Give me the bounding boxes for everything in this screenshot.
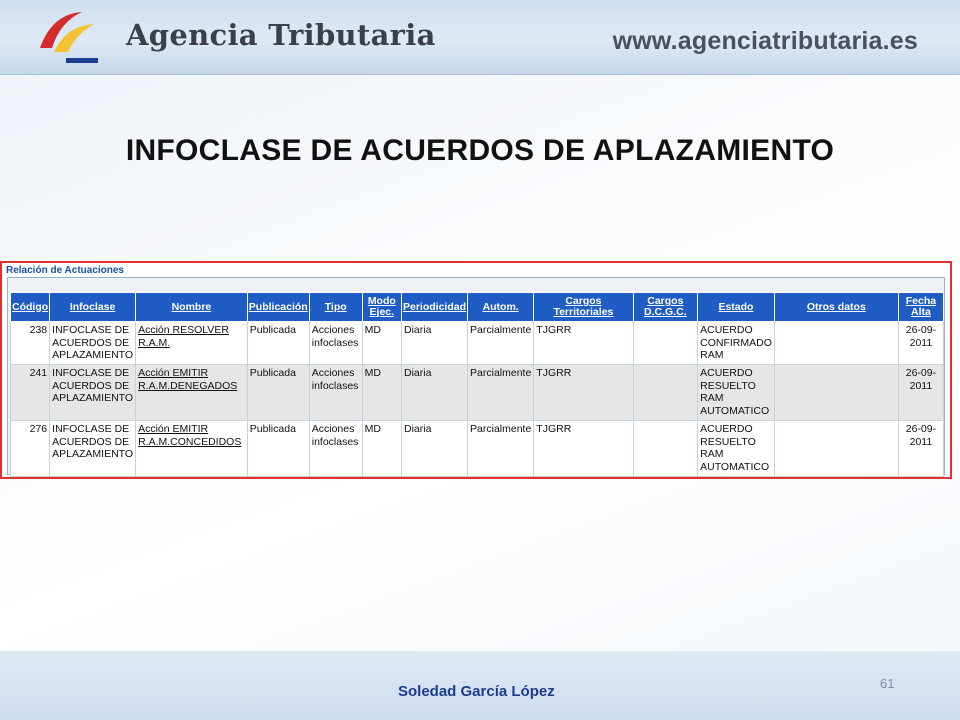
- panel-title: Relación de Actuaciones: [6, 265, 124, 276]
- cell-periodicidad: Diaria: [402, 421, 468, 477]
- table-row: [11, 365, 944, 421]
- cell-otros-datos: [774, 322, 898, 365]
- cell-fecha-alta: 26-09-2011: [898, 322, 943, 365]
- column-header-modo-ejec[interactable]: Modo Ejec.: [362, 293, 401, 322]
- column-header-otros-datos[interactable]: Otros datos: [774, 293, 898, 322]
- cell-autom: Parcialmente: [468, 365, 534, 421]
- cell-publicacion: Publicada: [247, 322, 309, 365]
- column-header-periodicidad[interactable]: Periodicidad: [402, 293, 468, 322]
- column-header-autom[interactable]: Autom.: [468, 293, 534, 322]
- cell-autom: Parcialmente: [468, 421, 534, 477]
- column-header-nombre[interactable]: Nombre: [136, 293, 248, 322]
- cell-codigo: 238: [11, 322, 50, 365]
- cell-cargos-territoriales: TJGRR: [534, 421, 633, 477]
- actuaciones-table: [10, 292, 944, 477]
- cell-cargos-dcgc: [633, 421, 698, 477]
- page-number: 61: [880, 676, 895, 691]
- cell-estado: ACUERDO CONFIRMADO RAM: [698, 322, 775, 365]
- cell-infoclase: INFOCLASE DE ACUERDOS DE APLAZAMIENTO: [50, 421, 136, 477]
- cell-nombre: [136, 365, 248, 421]
- cell-infoclase: INFOCLASE DE ACUERDOS DE APLAZAMIENTO: [50, 322, 136, 365]
- cell-tipo: Acciones infoclases: [309, 421, 362, 477]
- cell-tipo: Acciones infoclases: [309, 365, 362, 421]
- column-header-infoclase[interactable]: Infoclase: [50, 293, 136, 322]
- cell-estado: ACUERDO RESUELTO RAM AUTOMATICO: [698, 421, 775, 477]
- header-banner: [0, 0, 960, 75]
- column-header-cargos-territoriales[interactable]: Cargos Territoriales: [534, 293, 633, 322]
- cell-autom: Parcialmente: [468, 322, 534, 365]
- site-url: www.agenciatributaria.es: [612, 27, 918, 55]
- cell-cargos-dcgc: [633, 322, 698, 365]
- cell-nombre: [136, 322, 248, 365]
- table-header-row: [11, 293, 944, 322]
- cell-periodicidad: Diaria: [402, 365, 468, 421]
- cell-modo: MD: [362, 322, 401, 365]
- author-name: Soledad García López: [398, 683, 555, 700]
- cell-fecha-alta: 26-09-2011: [898, 421, 943, 477]
- cell-cargos-territoriales: TJGRR: [534, 365, 633, 421]
- cell-modo: MD: [362, 365, 401, 421]
- cell-publicacion: Publicada: [247, 365, 309, 421]
- column-header-tipo[interactable]: Tipo: [309, 293, 362, 322]
- cell-cargos-territoriales: TJGRR: [534, 322, 633, 365]
- table-frame: [7, 277, 945, 475]
- column-header-fecha-alta[interactable]: Fecha Alta: [898, 293, 943, 322]
- cell-codigo: 241: [11, 365, 50, 421]
- cell-periodicidad: Diaria: [402, 322, 468, 365]
- column-header-publicacion[interactable]: Publicación: [247, 293, 309, 322]
- cell-publicacion: Publicada: [247, 421, 309, 477]
- column-header-codigo[interactable]: Código: [11, 293, 50, 322]
- cell-infoclase: INFOCLASE DE ACUERDOS DE APLAZAMIENTO: [50, 365, 136, 421]
- column-header-estado[interactable]: Estado: [698, 293, 775, 322]
- brand-name: Agencia Tributaria: [126, 18, 436, 52]
- nombre-link[interactable]: Acción EMITIR R.A.M.CONCEDIDOS: [138, 423, 242, 448]
- cell-fecha-alta: 26-09-2011: [898, 365, 943, 421]
- actuaciones-panel: [0, 261, 952, 479]
- cell-cargos-dcgc: [633, 365, 698, 421]
- column-header-cargos-dcgc[interactable]: Cargos D.C.G.C.: [633, 293, 698, 322]
- cell-codigo: 276: [11, 421, 50, 477]
- cell-tipo: Acciones infoclases: [309, 322, 362, 365]
- slide-title: INFOCLASE DE ACUERDOS DE APLAZAMIENTO: [125, 134, 835, 167]
- table-row: [11, 322, 944, 365]
- nombre-link[interactable]: Acción EMITIR R.A.M.DENEGADOS: [138, 367, 238, 392]
- cell-modo: MD: [362, 421, 401, 477]
- agencia-tributaria-logo: [36, 8, 102, 64]
- table-row: [11, 421, 944, 477]
- cell-otros-datos: [774, 421, 898, 477]
- nombre-link[interactable]: Acción RESOLVER R.A.M.: [138, 324, 229, 349]
- cell-estado: ACUERDO RESUELTO RAM AUTOMATICO: [698, 365, 775, 421]
- cell-otros-datos: [774, 365, 898, 421]
- cell-nombre: [136, 421, 248, 477]
